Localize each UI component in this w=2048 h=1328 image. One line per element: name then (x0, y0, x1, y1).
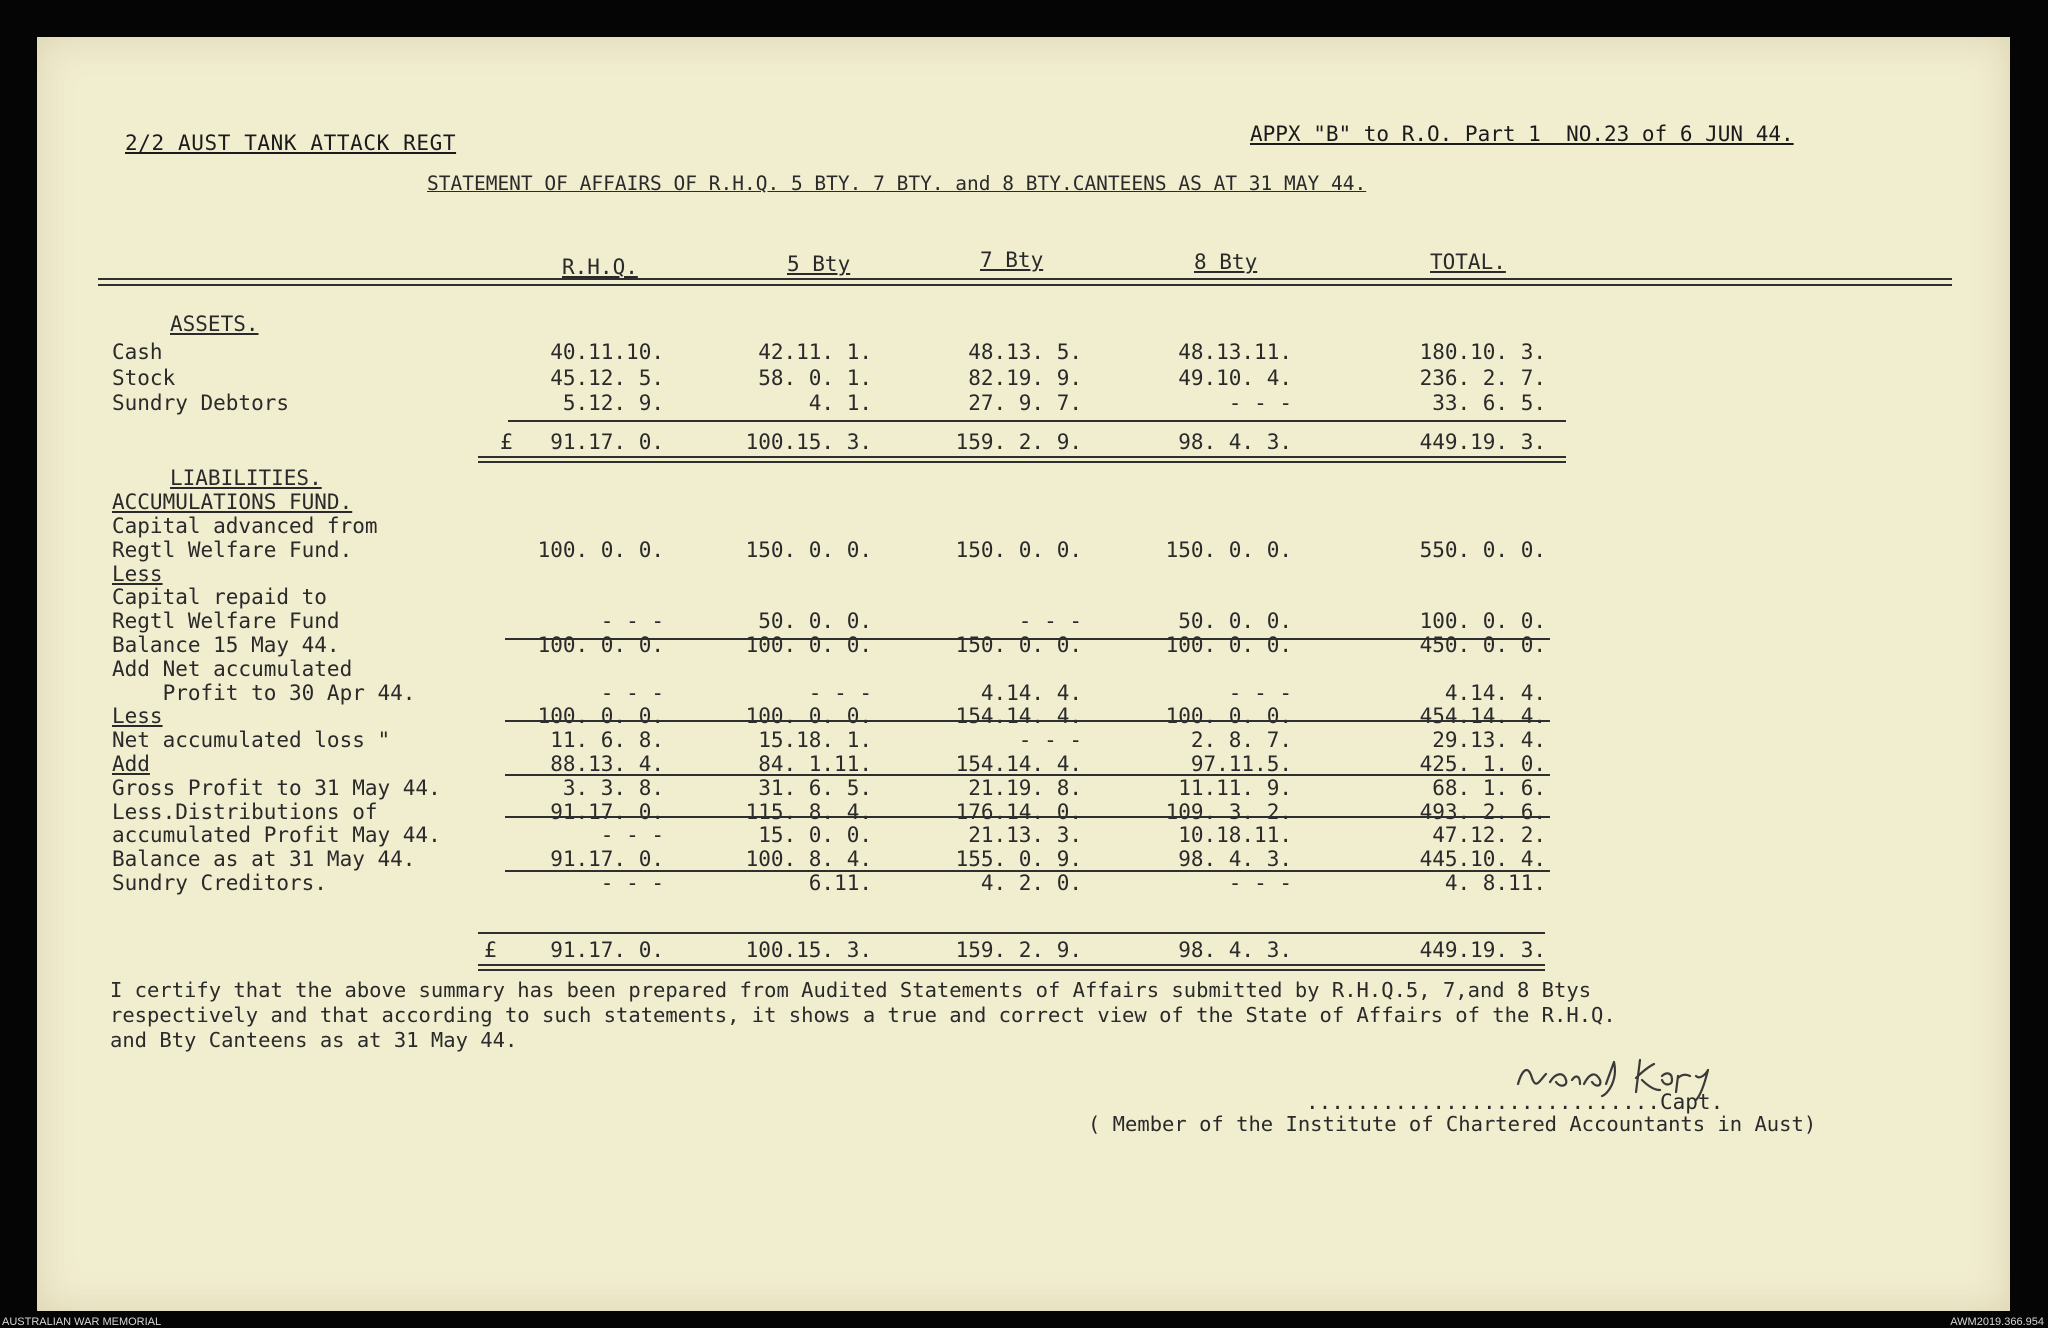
liability-value-col-4: 68. 1. 6. (1432, 775, 1546, 800)
liability-value-col-3: - - - (1228, 680, 1292, 705)
liability-value-col-3: 50. 0. 0. (1178, 609, 1292, 634)
liability-value-col-4: 450. 0. 0. (1419, 633, 1546, 657)
assets-total-rule-bottom (478, 461, 1566, 463)
asset-value-col-2: 48.13. 5. (968, 340, 1082, 364)
liability-value-col-3: 10.18.11. (1178, 823, 1292, 848)
assets-total-col-3: 98. 4. 3. (1178, 430, 1292, 454)
liability-value-col-4: 493. 2. 6. (1419, 799, 1546, 824)
liability-label: Balance as at 31 May 44. (112, 847, 416, 872)
liability-value-col-1: 84. 1.11. (758, 752, 872, 776)
liability-value-col-1: 15. 0. 0. (758, 823, 872, 848)
header-double-rule-top (98, 278, 1952, 280)
liability-value-col-2: 176.14. 0. (955, 799, 1082, 824)
liability-value-col-4: 4. 8.11. (1444, 871, 1546, 895)
liability-label: Capital advanced from (112, 514, 378, 538)
liability-value-col-2: 154.14. 4. (955, 752, 1082, 776)
liability-value-col-0: 91.17. 0. (550, 799, 664, 824)
liability-label: Gross Profit to 31 May 44. (112, 775, 441, 800)
footer-source: AUSTRALIAN WAR MEMORIAL (2, 1316, 162, 1328)
liability-value-col-4: 4.14. 4. (1444, 680, 1546, 705)
column-header-8-bty: 8 Bty (1194, 250, 1258, 274)
liabilities-total-rule-bottom-2 (478, 969, 1545, 971)
liability-subtotal-rule-2 (505, 774, 1550, 776)
liability-value-col-1: 6.11. (808, 871, 872, 895)
assets-subtotal-rule (508, 420, 1566, 422)
liability-value-col-0: 100. 0. 0. (537, 537, 664, 562)
liabilities-total-rule-top-1 (478, 932, 1545, 934)
asset-value-col-3: - - - (1228, 391, 1292, 415)
liability-value-col-0: 3. 3. 8. (562, 775, 664, 800)
certification-line-3: and Bty Canteens as at 31 May 44. (110, 1028, 518, 1052)
liability-label: Regtl Welfare Fund. (112, 537, 353, 562)
liability-value-col-3: 97.11.5. (1190, 752, 1292, 776)
liability-value-col-1: 150. 0. 0. (745, 537, 872, 562)
liability-value-col-3: 109. 3. 2. (1165, 799, 1292, 824)
liability-label: Less (112, 704, 163, 729)
unit-name: 2/2 AUST TANK ATTACK REGT (125, 131, 457, 155)
liability-value-col-0: - - - (600, 609, 664, 634)
column-header-7-bty: 7 Bty (980, 248, 1044, 272)
asset-value-col-2: 82.19. 9. (968, 366, 1082, 390)
assets-heading: ASSETS. (170, 312, 259, 336)
liabilities-total-col-2: 159. 2. 9. (955, 938, 1082, 962)
asset-label: Cash (112, 340, 163, 364)
liability-value-col-4: 47.12. 2. (1432, 823, 1546, 848)
liability-label: Less.Distributions of (112, 799, 378, 824)
asset-value-col-4: 180.10. 3. (1419, 340, 1546, 364)
asset-value-col-1: 58. 0. 1. (758, 366, 872, 390)
liability-value-col-1: 115. 8. 4. (745, 799, 872, 824)
asset-label: Sundry Debtors (112, 391, 290, 415)
liability-value-col-4: 100. 0. 0. (1419, 609, 1546, 634)
liability-value-col-3: 100. 0. 0. (1165, 704, 1292, 729)
asset-value-col-1: 42.11. 1. (758, 340, 872, 364)
assets-total-col-0: 91.17. 0. (550, 430, 664, 454)
asset-value-col-3: 49.10. 4. (1178, 366, 1292, 390)
liability-subtotal-rule-1 (505, 720, 1550, 722)
liability-label: Less (112, 561, 163, 586)
column-header-total: TOTAL. (1430, 250, 1506, 274)
liability-value-col-1: 100. 0. 0. (745, 704, 872, 729)
liabilities-total-currency: £ (484, 938, 497, 962)
asset-value-col-4: 236. 2. 7. (1419, 366, 1546, 390)
liabilities-total-rule-bottom-1 (478, 964, 1545, 966)
certification-line-1: I certify that the above summary has been prepared from Audited Statements of Affairs submitted by R.H.Q.5, 7,and 8 Btys (110, 978, 1592, 1002)
asset-value-col-0: 45.12. 5. (550, 366, 664, 390)
liability-label: Regtl Welfare Fund (112, 609, 340, 634)
asset-value-col-2: 27. 9. 7. (968, 391, 1082, 415)
liability-value-col-2: 4. 2. 0. (980, 871, 1082, 895)
appendix-reference: APPX "B" to R.O. Part 1 NO.23 of 6 JUN 44. (1250, 122, 1794, 146)
liability-value-col-4: 29.13. 4. (1432, 728, 1546, 753)
asset-label: Stock (112, 366, 176, 390)
liability-subtotal-rule-3 (505, 816, 1550, 818)
liability-label: Sundry Creditors. (112, 871, 327, 895)
liability-value-col-3: - - - (1228, 871, 1292, 895)
liability-value-col-1: 50. 0. 0. (758, 609, 872, 634)
assets-total-rule-top (478, 456, 1566, 458)
liability-label: Add Net accumulated (112, 656, 353, 681)
header-double-rule-bottom (98, 284, 1952, 286)
liability-value-col-1: - - - (808, 680, 872, 705)
column-header-5-bty: 5 Bty (787, 252, 851, 276)
liability-value-col-2: - - - (1018, 728, 1082, 753)
liabilities-total-col-0: 91.17. 0. (550, 938, 664, 962)
liability-value-col-4: 425. 1. 0. (1419, 752, 1546, 776)
liability-value-col-0: 11. 6. 8. (550, 728, 664, 753)
asset-value-col-3: 48.13.11. (1178, 340, 1292, 364)
assets-total-col-1: 100.15. 3. (745, 430, 872, 454)
certification-line-2: respectively and that according to such statements, it shows a true and correct view of the State of Affairs of the R.H.Q. (110, 1003, 1616, 1027)
liability-subtotal-rule-4 (505, 870, 1550, 872)
liability-value-col-0: 88.13. 4. (550, 752, 664, 776)
liability-value-col-0: - - - (600, 680, 664, 705)
liability-value-col-0: 91.17. 0. (550, 847, 664, 872)
accumulations-fund-heading: ACCUMULATIONS FUND. (112, 490, 353, 514)
liability-value-col-1: 15.18. 1. (758, 728, 872, 753)
liability-value-col-4: 550. 0. 0. (1419, 537, 1546, 562)
liability-value-col-2: 155. 0. 9. (955, 847, 1082, 872)
liability-value-col-0: 100. 0. 0. (537, 633, 664, 657)
assets-total-col-2: 159. 2. 9. (955, 430, 1082, 454)
liability-value-col-0: 100. 0. 0. (537, 704, 664, 729)
liabilities-total-col-3: 98. 4. 3. (1178, 938, 1292, 962)
liability-value-col-4: 445.10. 4. (1419, 847, 1546, 872)
liability-value-col-2: - - - (1018, 609, 1082, 634)
liability-label: Profit to 30 Apr 44. (112, 680, 416, 705)
liability-value-col-2: 21.19. 8. (968, 775, 1082, 800)
statement-title: STATEMENT OF AFFAIRS OF R.H.Q. 5 BTY. 7 BTY. and 8 BTY.CANTEENS AS AT 31 MAY 44. (427, 172, 1367, 195)
liability-label: Add (112, 752, 150, 776)
assets-total-currency: £ (500, 430, 513, 454)
asset-value-col-4: 33. 6. 5. (1432, 391, 1546, 415)
membership-note: ( Member of the Institute of Chartered Accountants in Aust) (1088, 1112, 1817, 1136)
asset-value-col-0: 5.12. 9. (562, 391, 664, 415)
signature-line: ............................Capt. (1306, 1090, 1724, 1114)
liability-value-col-3: 100. 0. 0. (1165, 633, 1292, 657)
liability-value-col-1: 31. 6. 5. (758, 775, 872, 800)
liability-label: Balance 15 May 44. (112, 633, 340, 657)
liabilities-heading: LIABILITIES. (170, 466, 322, 490)
liability-value-col-4: 454.14. 4. (1419, 704, 1546, 729)
liability-value-col-2: 150. 0. 0. (955, 537, 1082, 562)
liabilities-total-col-4: 449.19. 3. (1419, 938, 1546, 962)
footer-accession-number: AWM2019.366.954 (1950, 1316, 2044, 1328)
liability-value-col-3: 98. 4. 3. (1178, 847, 1292, 872)
liability-label: Net accumulated loss " (112, 728, 391, 753)
liability-value-col-2: 154.14. 4. (955, 704, 1082, 729)
liability-label: Capital repaid to (112, 585, 327, 610)
liability-value-col-1: 100. 8. 4. (745, 847, 872, 872)
liability-value-col-2: 21.13. 3. (968, 823, 1082, 848)
liability-value-col-1: 100. 0. 0. (745, 633, 872, 657)
liability-value-col-3: 11.11. 9. (1178, 775, 1292, 800)
liability-value-col-0: - - - (600, 823, 664, 848)
liability-value-col-3: 2. 8. 7. (1190, 728, 1292, 753)
liability-value-col-2: 4.14. 4. (980, 680, 1082, 705)
assets-total-col-4: 449.19. 3. (1419, 430, 1546, 454)
liability-label: accumulated Profit May 44. (112, 823, 441, 848)
asset-value-col-0: 40.11.10. (550, 340, 664, 364)
liabilities-total-col-1: 100.15. 3. (745, 938, 872, 962)
liability-value-col-3: 150. 0. 0. (1165, 537, 1292, 562)
liability-subtotal-rule-0 (505, 638, 1550, 640)
liability-value-col-2: 150. 0. 0. (955, 633, 1082, 657)
liability-value-col-0: - - - (600, 871, 664, 895)
asset-value-col-1: 4. 1. (808, 391, 872, 415)
column-header-rhq: R.H.Q. (562, 255, 638, 279)
